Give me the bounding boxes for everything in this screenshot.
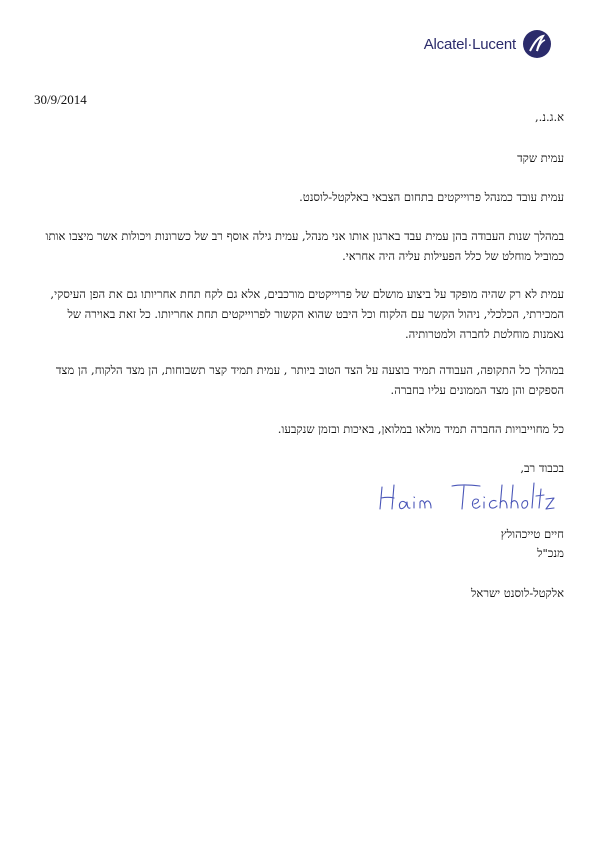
- alcatel-lucent-logo-icon: [522, 29, 552, 59]
- company-name: אלקטל-לוסנט ישראל: [471, 586, 564, 600]
- paragraph-5: כל מחוייבויות החברה תמיד מולאו במלואן, באיכות ובזמן שנקבעו.: [277, 422, 564, 436]
- signer-name: חיים טייכהולץ: [500, 527, 564, 541]
- logo-text: Alcatel·Lucent: [423, 35, 516, 53]
- paragraph-2: במהלך שנות העבודה בהן עמית עבד בארגון אותו אני מנהל, עמית גילה אוסף רב של כשרונות ויכולות אשר מיצבו אותו כמוביל מוחלט של כלל הפעילות עליה היה אחראי.: [45, 229, 564, 263]
- paragraph-4: במהלך כל התקופה, העבודה תמיד בוצעה על הצד הטוב ביותר , עמית תמיד קצר תשבוחות, הן מצד הלקוח, הן מצד הספקים והן מצד הממונים עליו בחברה.: [55, 363, 564, 397]
- salutation: א.ג.נ.,: [534, 110, 564, 124]
- letter-subject: עמית שקד: [517, 151, 564, 165]
- letter-date: 30/9/2014: [34, 92, 87, 107]
- signer-title: מנכ"ל: [537, 546, 564, 560]
- company-logo: [424, 27, 552, 61]
- paragraph-1: עמית עובד כמנהל פרוייקטים בתחום הצבאי באלקטל-לוסנט.: [299, 190, 564, 204]
- paragraph-3: עמית לא רק שהיה מופקד על ביצוע מושלם של פרוייקטים מורכבים, אלא גם לקח תחת אחריותו גם את הפן העיסקי, המכירתי, הכלכלי, ניהול הקשר עם הלקוח וכל היבט שהוא הקשור לפרוייקטים תחת אחריותו. כל זאת באוירה של נאמנות מוחלטת לחברה ולמטרותיה.: [50, 287, 564, 341]
- letter-closing: בכבוד רב,: [520, 461, 564, 475]
- handwritten-signature: [376, 477, 566, 515]
